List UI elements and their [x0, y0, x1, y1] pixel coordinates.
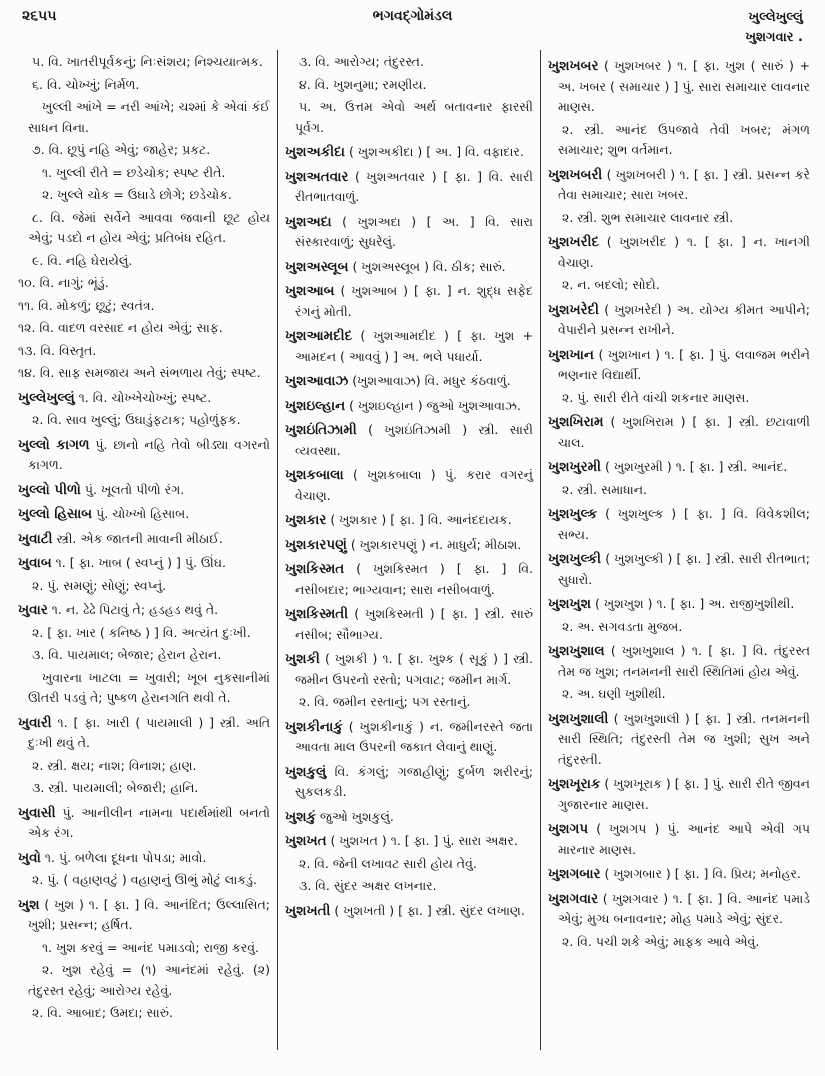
headword: ખુશઇલ્હાન — [285, 397, 346, 414]
dictionary-entry — [548, 300, 810, 341]
sense-line — [18, 778, 270, 799]
definition-text: પું. આનીલીન નામના પદાર્થમાંથી બનતો એક રંગ. — [28, 804, 270, 840]
page-number: ૨૬૫૫ — [22, 8, 57, 24]
definition-text: ૧૧. વિ. મોકળું; છૂટું; સ્વતંત્ર. — [18, 297, 155, 313]
dictionary-entry — [18, 848, 270, 869]
dictionary-entry — [548, 412, 810, 453]
sense-line — [548, 275, 810, 296]
definition-text: ( ખુશકાર ) [ ફા. ] વિ. આનંદદાયક. — [330, 512, 512, 527]
dictionary-entry — [285, 142, 533, 163]
headword: ખુશખુરમી — [548, 459, 601, 475]
sense-line — [18, 75, 270, 96]
sense-line — [18, 208, 270, 249]
definition-text: ૨. ખુશ રહેવું = (૧) આનંદમાં રહેવું. (૨) તંદુરસ્ત રહેવું; આરોગ્ય રહેવું. — [28, 962, 270, 998]
definition-text: ૨. અ. સગવડતા મુજબ. — [562, 618, 683, 634]
definition-text: ૪. વિ. ખુશનુમા; રમણીય. — [299, 76, 427, 92]
sense-line — [18, 52, 270, 73]
dictionary-entry — [18, 895, 270, 936]
page-header — [0, 6, 825, 46]
headword: ખુશઆબ — [285, 283, 335, 299]
headword: ખુશખરીદ — [548, 234, 599, 250]
definition-text: (ખુશઆવાઝ) વિ. મધુર કંઠવાળું. — [352, 373, 511, 388]
sense-line — [18, 296, 270, 317]
idiom-line — [18, 185, 270, 206]
definition-text: ૨. વિ. આબાદ; ઉમદા; સારું. — [32, 1005, 173, 1020]
dictionary-entry — [18, 553, 270, 574]
definition-text: ૧૨. વિ. વાદળ વરસાદ ન હોય એવું; સાફ. — [18, 320, 223, 335]
headword: ખુશઆમદીદ — [285, 328, 353, 344]
sense-line — [18, 318, 270, 339]
dictionary-entry — [285, 281, 533, 322]
definition-text: પું. ખૂલતો પીળો રંગ. — [84, 481, 185, 497]
definition-text: ૨. વિ. પચી શકે એવું; માફક આવે એવું. — [562, 933, 760, 949]
headword: ખુવારી — [18, 714, 52, 731]
sense-line — [18, 363, 270, 384]
definition-text: ૧૦. વિ. નાગું; ભૂંડું. — [18, 275, 109, 290]
definition-text: ૨. પું. સમણું; સોણું; સ્વપ્નું. — [32, 577, 167, 593]
dictionary-entry — [548, 594, 810, 615]
definition-text: ( ખુશકબાલા ) પું. કરાર વગરનું વેચાણ. — [295, 467, 533, 503]
definition-text: ૨. સ્ત્રી. આનંદ ઉપજાવે તેવી ખબર; મંગળ સમાચાર; શુભ વર્તમાન. — [558, 121, 810, 157]
dictionary-entry — [285, 420, 533, 461]
definition-text: ( ખુશખુશાલી ) [ ફા. ] સ્ત્રી. તનમનની સારી સ્થિતિ; તંદુરસ્તી તેમ જ ખુશી; સુખ અને તંદુરસ્તી. — [558, 710, 810, 767]
definition-text: ૧. વિ. ચોખ્ખેચોખ્ખું; સ્પષ્ટ. — [78, 389, 212, 405]
book-title: ભગવદ્ગોમંડલ — [372, 8, 453, 24]
sense-line — [18, 273, 270, 294]
headword: ખુશખુશાલ — [548, 643, 605, 659]
dictionary-entry — [548, 56, 810, 118]
definition-text: ( ખુશકારપણું ) ન. માધુર્ય; મીઠાશ. — [350, 536, 522, 552]
definition-text: ખુવારના ખાટલા = ખુવારી; ખૂબ નુકસાનીમાં ઊતરી પડવું તે; પુષ્કળ હેરાનગતિ થવી તે. — [28, 669, 270, 705]
dictionary-entry — [285, 807, 533, 828]
definition-text: ૩. વિ. આરોગ્ય; તંદુરસ્ત. — [299, 54, 424, 69]
headword: ખુશઅતવાર — [285, 168, 349, 185]
headword: ખુલ્લેખુલ્લું — [18, 389, 75, 406]
headword: ખુશકું — [285, 808, 317, 825]
definition-text: ૩. સ્ત્રી. પાયમાલી; બેજારી; હાનિ. — [32, 780, 199, 795]
sense-line — [18, 1003, 270, 1024]
headword: ખુશખત — [285, 833, 327, 849]
definition-text: ૨. ન. બદલો; સોદો. — [562, 277, 660, 292]
dictionary-entry — [285, 326, 533, 367]
sense-line — [285, 52, 533, 73]
definition-text: ૧. ખુલ્લી રીતે = છડેચોક; સ્પષ્ટ રીતે. — [42, 164, 226, 180]
headword: ખુશકીનાકું — [285, 718, 343, 735]
headword: ખુશખૂરાક — [548, 776, 601, 792]
dictionary-entry — [285, 762, 533, 803]
definition-text: ( ખુશખુલ્ક ) [ ફા. ] વિ. વિવેકશીલ; સભ્ય. — [558, 506, 810, 542]
headword: ખુશખરેદી — [548, 301, 599, 318]
headword: ખુશકી — [285, 651, 320, 667]
column-divider — [277, 50, 278, 1050]
headword: ખુશકુલું — [285, 763, 327, 780]
definition-text: ( ખુશકિસ્મત ) [ ફા. ] વિ. નસીબદાર; ભાગ્યવાન; સારા નસીબવાળું. — [295, 561, 533, 597]
guide-words — [745, 8, 803, 48]
definition-text: ૩. વિ. સુંદર અક્ષર લખનાર. — [299, 878, 437, 893]
sense-line — [548, 208, 810, 229]
sense-line — [18, 140, 270, 161]
dictionary-entry — [548, 864, 810, 885]
definition-text: ૨. પું. સારી રીતે વાંચી શકનાર માણસ. — [562, 389, 750, 405]
definition-text: ( ખુશખુરમી ) ૧. [ ફા. ] સ્ત્રી. આનંદ. — [604, 459, 788, 474]
headword: ખુલ્લો હિસાબ — [18, 506, 93, 522]
definition-text: ૧. ખુશ કરવું = આનંદ પમાડવો; રાજી કરવું. — [42, 939, 259, 955]
sense-line — [285, 97, 533, 138]
sense-line — [548, 684, 810, 705]
sense-line — [18, 870, 270, 891]
definition-text: ૨. વિ. જમીન રસ્તાનું; પગ રસ્તાનું. — [299, 694, 471, 709]
dictionary-entry — [548, 549, 810, 590]
dictionary-entry — [285, 604, 533, 645]
headword: ખુશખુલ્ક — [548, 506, 598, 522]
dictionary-entry — [548, 774, 810, 815]
headword: ખુશઇંતિઝામી — [285, 422, 357, 438]
definition-text: ( ખુશઅતવાર ) [ ફા. ] વિ. સારી રીતભાતવાળું. — [295, 168, 533, 204]
headword: ખુલ્લો કાગળ — [18, 436, 90, 453]
headword: ખુશખિરામ — [548, 414, 604, 430]
definition-text: ૨. સ્ત્રી. શુભ સમાચાર લાવનાર સ્ત્રી. — [562, 209, 734, 225]
headword: ખુશકારપણું — [285, 536, 347, 553]
dictionary-entry — [285, 559, 533, 600]
definition-text: ( ખુશખૂરાક ) [ ફા. ] પું. સારી રીતે જીવન ગુજારનાર માણસ. — [558, 776, 810, 812]
definition-text: ૨. અ. ઘણી ખુશીથી. — [562, 686, 666, 701]
dictionary-entry — [18, 713, 270, 754]
dictionary-column-2 — [285, 52, 533, 923]
definition-text: ( ખુશકી ) ૧. [ ફા. ખુશ્ક ( સૂકું ) ] સ્ત્રી. જમીન ઉપરનો રસ્તો; પગવાટ; જમીન માર્ગ. — [295, 651, 533, 687]
definition-text: ૫. અ. ઉત્તમ એવો અર્થ બતાવનાર ફારસી પૂર્વગ. — [295, 99, 533, 135]
definition-text: ૧૪. વિ. સાફ સમજાય અને સંભળાય તેવું; સ્પષ્ટ. — [18, 365, 261, 380]
dictionary-entry — [18, 529, 270, 550]
definition-text: ૩. વિ. પાયમાલ; બેજાર; હેરાન હેરાન. — [32, 647, 222, 662]
guide-word-first: ખુલ્લેખુલ્લું — [748, 10, 803, 25]
headword: ખુવાબ — [18, 555, 52, 571]
definition-text: જુઓ ખુશકુલું. — [320, 808, 394, 824]
definition-text: ૨. [ ફા. ખાર ( કનિષ્ઠ ) ] વિ. અત્યંત દુઃખી. — [32, 624, 251, 640]
headword: ખુવો — [18, 849, 41, 866]
definition-text: ૨. વિ. સાવ ખુલ્લું; ઉઘાડુંફટાક; પહોળુંફક. — [32, 412, 241, 427]
definition-text: ( ખુશગવાર ) ૧. [ ફા. ] વિ. આનંદ પમાડે એવું; મુગ્ધ બનાવનાર; મોહ પમાડે એવું; સુંદર. — [558, 890, 810, 926]
definition-text: ( ખુશખરેદી ) અ. યોગ્ય કીમત આપીને; વેપારીને પ્રસન્ન રાખીને. — [558, 301, 810, 337]
definition-text: ( ખુશખાન ) ૧. [ ફા. ] પું. લવાજમ ભરીને ભણનાર વિદ્યાર્થી. — [558, 346, 810, 382]
sense-line — [18, 410, 270, 431]
sense-line — [18, 576, 270, 597]
headword: ખુશખુશાલી — [548, 710, 609, 727]
dictionary-entry — [285, 396, 533, 417]
headword: ખુવાર — [18, 602, 48, 618]
definition-text: ( ખુશખુશાલ ) ૧. [ ફા. ] વિ. તંદુરસ્ત તેમ જ ખુશ; તનમનની સારી સ્થિતિમાં હોય એવું. — [558, 643, 810, 679]
definition-text: ૯. વિ. નહિ ઘેરાયેલું. — [32, 252, 133, 268]
definition-text: ૮. વિ. જેમાં સર્વેને આવવા જવાની છૂટ હોય એવું; પડદો ન હોય એવું; પ્રતિબંધ રહિત. — [28, 209, 270, 245]
idiom-line — [18, 938, 270, 959]
definition-text: ૭. વિ. છૂપું નહિ એવું; જાહેર; પ્રકટ. — [32, 142, 211, 157]
dictionary-entry — [285, 649, 533, 690]
dictionary-entry — [285, 371, 533, 392]
sense-line — [548, 388, 810, 409]
definition-text: ( ખુશકીનાકું ) ન. જમીનરસ્તે જતા આવતા માલ ઉપરની જકાત લેવાનું થાણું. — [295, 718, 533, 754]
definition-text: ૧. [ ફા. ખાબ ( સ્વપ્નું ) ] પું. ઊંઘ. — [55, 555, 226, 570]
sense-line — [548, 480, 810, 501]
dictionary-entry — [285, 257, 533, 278]
dictionary-entry — [285, 901, 533, 922]
dictionary-entry — [548, 232, 810, 273]
sense-line — [548, 617, 810, 638]
definition-text: સ્ત્રી. એક જાતની માવાની મીઠાઈ. — [56, 530, 223, 546]
headword: ખુશઆવાઝ — [285, 373, 349, 389]
dictionary-entry — [548, 345, 810, 386]
headword: ખુશકબાલા — [285, 467, 344, 483]
dictionary-entry — [18, 504, 270, 525]
dictionary-entry — [18, 803, 270, 844]
definition-text: ૧. [ ફા. ખારી ( પાયમાલી ) ] સ્ત્રી. અતિ દુઃખી થવું તે. — [28, 714, 270, 750]
definition-text: ( ખુશખબરી ) ૧. [ ફા. ] સ્ત્રી. પ્રસન્ન કરે તેવા સમાચાર; સારા ખબર. — [558, 166, 810, 202]
definition-text: ૧૩. વિ. વિસ્તૃત. — [18, 342, 97, 358]
dictionary-entry — [548, 709, 810, 771]
definition-text: ( ખુશખતી ) [ ફા. ] સ્ત્રી. સુંદર લખાણ. — [334, 902, 525, 918]
definition-text: ( ખુશખુશ ) ૧. [ ફા. ] અ. રાજીખુશીથી. — [595, 596, 795, 611]
headword: ખુવાસી — [18, 804, 56, 821]
definition-text: ( ખુશઅદા ) [ અ. ] વિ. સારા સંસ્કારવાળું; સુધરેલું. — [295, 213, 533, 249]
definition-text: ( ખુશઅકીદા ) [ અ. ] વિ. વફાદાર. — [348, 144, 524, 159]
dictionary-entry — [548, 819, 810, 860]
definition-text: ( ખુશઆમદીદ ) [ ફા. ખુશ + આમદન ( આવવું ) ] અ. ભલે પધાર્યા. — [295, 328, 533, 364]
sense-line — [285, 75, 533, 96]
dictionary-entry — [548, 641, 810, 682]
headword: ખુશખબર — [548, 58, 599, 74]
sense-line — [18, 623, 270, 644]
headword: ખુશઅસ્લૂબ — [285, 258, 349, 275]
definition-text: ૨. સ્ત્રી. સમાધાન. — [562, 481, 647, 497]
definition-text: વિ. કંગલું; ગજાહીણું; દુર્બળ શરીરનું; સુકલકડી. — [295, 763, 533, 799]
dictionary-entry — [285, 831, 533, 852]
headword: ખુશકિસ્મત — [285, 561, 345, 577]
dictionary-entry — [18, 388, 270, 409]
headword: ખુશખતી — [285, 902, 331, 919]
dictionary-entry — [18, 480, 270, 501]
definition-text: ( ખુશ ) ૧. [ ફા. ] વિ. આનંદિત; ઉલ્લાસિત; ખુશી; પ્રસન્ન; હર્ષિત. — [28, 896, 270, 932]
dictionary-entry — [548, 889, 810, 930]
sense-line — [285, 876, 533, 897]
definition-text: ( ખુશઇંતિઝામી ) સ્ત્રી. સારી વ્યવસ્થા. — [295, 422, 533, 458]
headword: ખુશઅદા — [285, 213, 332, 230]
headword: ખુશઅકીદા — [285, 144, 345, 160]
definition-text: ( ખુશખબર ) ૧. [ ફા. ખુશ ( સારું ) + અ. ખબર ( સમાચાર ) ] પું. સારા સમાચાર લાવનાર માણસ. — [558, 58, 810, 114]
headword: ખુશકિસ્મતી — [285, 606, 349, 622]
definition-text: ૨. પું. ( વહાણવટું ) વહાણનું ઊભું મોટું લાકડું. — [32, 872, 257, 887]
definition-text: ૨. સ્ત્રી. ક્ષય; નાશ; વિનાશ; હાણ. — [32, 757, 197, 773]
sense-line — [18, 645, 270, 666]
definition-text: ખુલ્લી આંખે = નરી આંખે; ચશ્માં કે એવાં કંઈ સાધન વિના. — [28, 99, 270, 135]
sense-line — [285, 854, 533, 875]
dictionary-entry — [285, 465, 533, 506]
definition-text: ૫. વિ. ખાતરીપૂર્વકનું; નિઃસંશય; નિશ્ચયાત્મક. — [32, 54, 263, 69]
guide-word-last: ખુશગવાર . — [745, 30, 803, 45]
definition-text: ( ખુશઅસ્લૂબ ) વિ. ઠીક; સારું. — [352, 258, 506, 274]
definition-text: પું. છાનો નહિ તેવો બીડ્યા વગરનો કાગળ. — [28, 436, 270, 472]
headword: ખુશકાર — [285, 512, 327, 528]
headword: ખુશખુલ્કી — [548, 551, 602, 567]
sense-line — [548, 932, 810, 953]
sense-line — [18, 756, 270, 777]
sense-line — [18, 251, 270, 272]
dictionary-entry — [285, 510, 533, 531]
sense-line — [285, 692, 533, 713]
definition-text: ( ખુશગપ ) પું. આનંદ આપે એવી ગપ મારનાર માણસ. — [558, 821, 810, 857]
sense-line — [548, 120, 810, 161]
headword: ખુશખુશ — [548, 596, 592, 612]
definition-text: ૨. ખુલ્લે ચોક = ઉઘાડે છોગે; છડેચોક. — [42, 187, 232, 202]
idiom-line — [18, 960, 270, 1001]
dictionary-entry — [285, 535, 533, 556]
idiom-line — [18, 97, 270, 138]
definition-text: ( ખુશગબાર ) [ ફા. ] વિ. પ્રિય; મનોહર. — [604, 866, 801, 881]
headword: ખુશખબરી — [548, 166, 603, 183]
definition-text: ( ખુશઇલ્હાન ) જુઓ ખુશઆવાઝ. — [349, 397, 521, 413]
definition-text: ( ખુશઆબ ) [ ફા. ] ન. શુદ્ધ સફેદ રંગનું મોતી. — [295, 283, 533, 319]
headword: ખુશ — [18, 896, 40, 913]
idiom-line — [18, 163, 270, 184]
headword: ખુલ્લો પીળો — [18, 481, 81, 498]
definition-text: ૧. પું. બળેલા દૂધના પોપડા; માવો. — [44, 849, 207, 865]
dictionary-column-3 — [548, 52, 810, 954]
definition-text: ( ખુશખિરામ ) [ ફા. ] સ્ત્રી. છટાવાળી ચાલ. — [558, 414, 810, 450]
dictionary-entry — [548, 504, 810, 545]
dictionary-column-1 — [18, 52, 270, 1026]
dictionary-entry — [548, 165, 810, 206]
definition-text: ૨. વિ. જેની લખાવટ સારી હોય તેવું. — [299, 855, 477, 871]
headword: ખુશગબાર — [548, 866, 601, 882]
definition-text: ( ખુશખરીદ ) ૧. [ ફા. ] ન. ખાનગી વેચાણ. — [558, 234, 810, 270]
sense-line — [18, 341, 270, 362]
dictionary-entry — [548, 457, 810, 478]
idiom-line — [18, 668, 270, 709]
dictionary-entry — [285, 212, 533, 253]
dictionary-entry — [285, 167, 533, 208]
dictionary-entry — [18, 600, 270, 621]
headword: ખુવાટી — [18, 530, 53, 547]
dictionary-entry — [285, 717, 533, 758]
definition-text: ૬. વિ. ચોખ્ખું; નિર્મળ. — [32, 76, 140, 92]
definition-text: ૧. ન. ઢેઢે પિટાવું તે; હડહડ થવું તે. — [51, 602, 219, 617]
column-divider — [540, 50, 541, 1050]
definition-text: ( ખુશકિસ્મતી ) [ ફા. ] સ્ત્રી. સારું નસીબ; સૌભાગ્ય. — [295, 606, 533, 642]
headword: ખુશખાન — [548, 346, 594, 363]
dictionary-entry — [18, 435, 270, 476]
headword: ખુશગવાર — [548, 890, 599, 907]
headword: ખુશગપ — [548, 821, 589, 837]
definition-text: પું. ચોખ્ખો હિસાબ. — [96, 506, 190, 521]
definition-text: ( ખુશખુલ્કી ) [ ફા. ] સ્ત્રી. સારી રીતભાત; સુધારો. — [558, 551, 810, 587]
definition-text: ( ખુશખત ) ૧. [ ફા. ] પું. સારા અક્ષર. — [330, 833, 518, 848]
